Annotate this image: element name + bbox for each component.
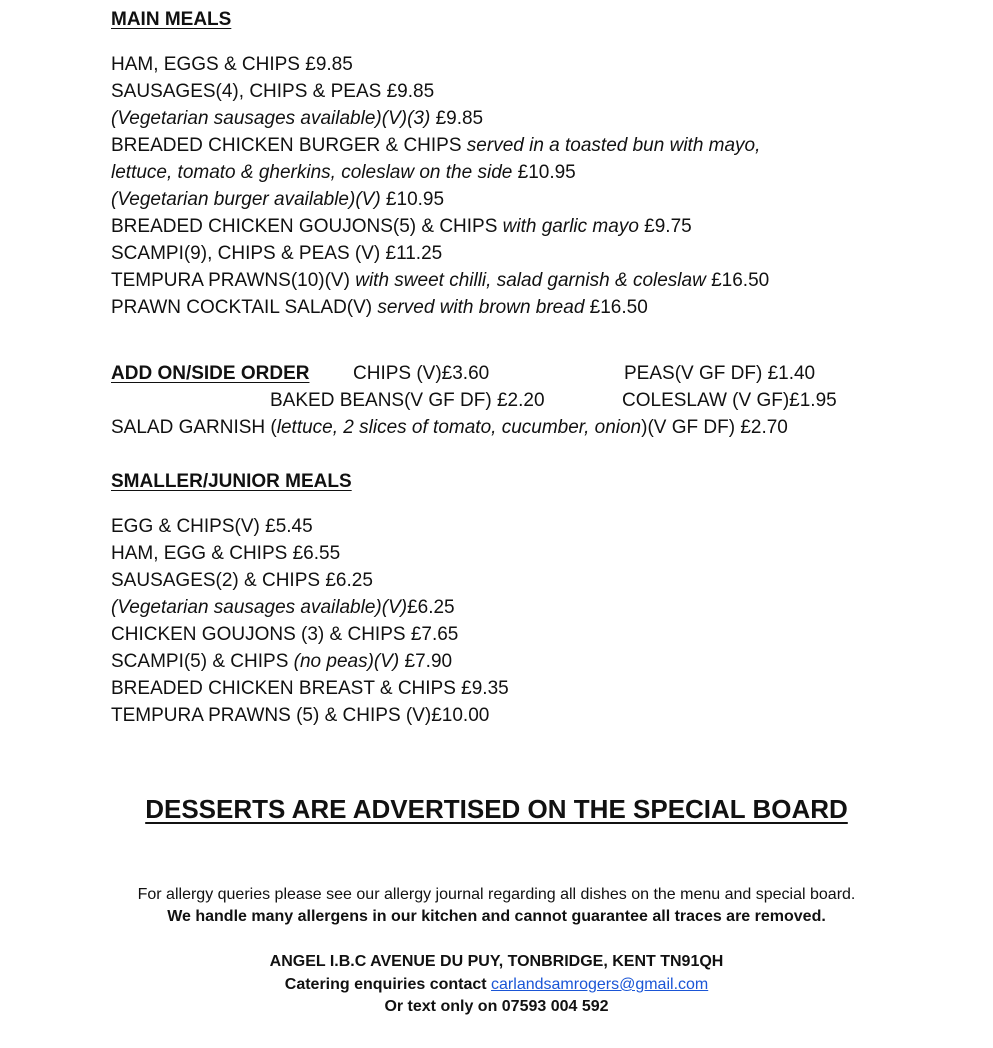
add-on-heading: ADD ON/SIDE ORDER (111, 363, 310, 384)
allergy-info: For allergy queries please see our allergy journal regarding all dishes on the menu and special board. (137, 886, 856, 903)
main-meal-item: SAUSAGES(4), CHIPS & PEAS £9.85 (111, 81, 435, 102)
main-meal-item: HAM, EGGS & CHIPS £9.85 (111, 54, 353, 75)
junior-meal-item: HAM, EGG & CHIPS £6.55 (111, 543, 341, 564)
main-meal-item: (Vegetarian sausages available)(V)(3) £9.85 (111, 108, 484, 129)
main-meal-item: (Vegetarian burger available)(V) £10.95 (111, 189, 445, 210)
email-link[interactable]: carlandsamrogers@gmail.com (491, 976, 709, 993)
catering-enquiries: Catering enquiries contact carlandsamrogers@gmail.com (284, 976, 709, 993)
junior-meal-item: SAUSAGES(2) & CHIPS £6.25 (111, 570, 373, 591)
main-meals-heading: MAIN MEALS (111, 9, 232, 30)
junior-meal-item: SCAMPI(5) & CHIPS (no peas)(V) £7.90 (111, 651, 453, 672)
junior-meal-item: EGG & CHIPS(V) £5.45 (111, 516, 313, 537)
main-meal-item: TEMPURA PRAWNS(10)(V) with sweet chilli, salad garnish & coleslaw £16.50 (111, 270, 770, 291)
main-meal-item: BREADED CHICKEN GOUJONS(5) & CHIPS with garlic mayo £9.75 (111, 216, 692, 237)
junior-meal-item: (Vegetarian sausages available)(V)£6.25 (111, 597, 455, 618)
junior-meals-heading: SMALLER/JUNIOR MEALS (111, 471, 352, 492)
main-meal-item: lettuce, tomato & gherkins, coleslaw on the side £10.95 (111, 162, 576, 183)
junior-meal-item: BREADED CHICKEN BREAST & CHIPS £9.35 (111, 678, 509, 699)
side-chips: CHIPS (V)£3.60 (353, 363, 490, 384)
side-coleslaw: COLESLAW (V GF)£1.95 (622, 390, 837, 411)
junior-meal-item: TEMPURA PRAWNS (5) & CHIPS (V)£10.00 (111, 705, 490, 726)
text-only-number: Or text only on 07593 004 592 (384, 998, 609, 1015)
side-baked-beans: BAKED BEANS(V GF DF) £2.20 (270, 390, 545, 411)
side-salad-garnish: SALAD GARNISH (lettuce, 2 slices of tomato, cucumber, onion)(V GF DF) £2.70 (111, 417, 788, 438)
main-meal-item: PRAWN COCKTAIL SALAD(V) served with brown bread £16.50 (111, 297, 648, 318)
allergen-warning: We handle many allergens in our kitchen and cannot guarantee all traces are removed. (167, 908, 826, 925)
junior-meal-item: CHICKEN GOUJONS (3) & CHIPS £7.65 (111, 624, 459, 645)
address: ANGEL I.B.C AVENUE DU PUY, TONBRIDGE, KENT TN91QH (269, 953, 724, 970)
desserts-notice: DESSERTS ARE ADVERTISED ON THE SPECIAL BOARD (145, 794, 848, 824)
main-meal-item: BREADED CHICKEN BURGER & CHIPS served in a toasted bun with mayo, (111, 135, 761, 156)
main-meal-item: SCAMPI(9), CHIPS & PEAS (V) £11.25 (111, 243, 443, 264)
side-peas: PEAS(V GF DF) £1.40 (624, 363, 816, 384)
